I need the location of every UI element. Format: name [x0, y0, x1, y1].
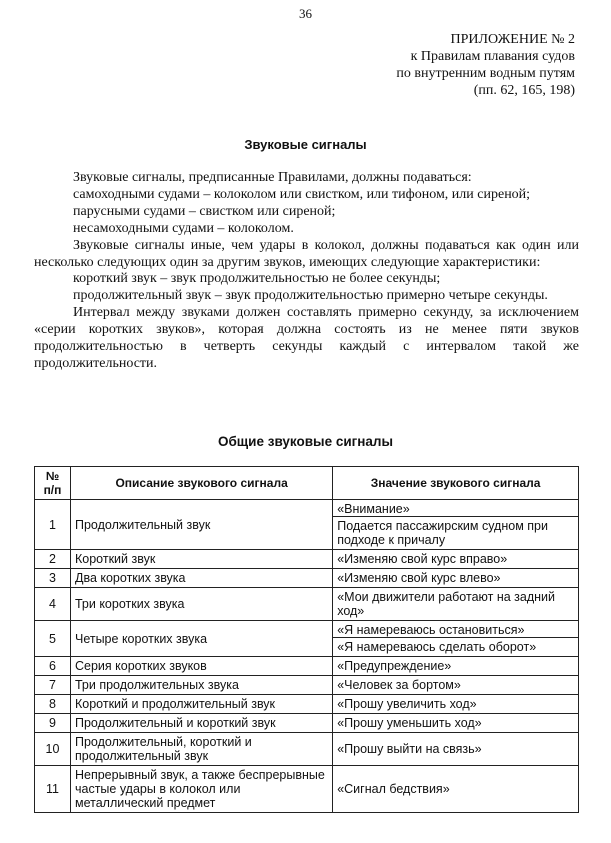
- signal-description: Короткий звук: [70, 550, 332, 569]
- paragraph: парусными судами – свистком или сиреной;: [73, 203, 336, 219]
- table-row: [35, 550, 579, 569]
- signal-meaning: «Прошу уменьшить ход»: [337, 716, 482, 730]
- signal-description: Три коротких звука: [70, 588, 332, 621]
- paragraph: продолжительный звук – звук продолжительностью примерно четыре секунды.: [73, 288, 548, 304]
- signal-meaning-cell: [333, 657, 579, 676]
- section-title: Звуковые сигналы: [244, 137, 367, 152]
- table-row: [35, 766, 579, 813]
- row-number: 1: [35, 500, 71, 550]
- paragraph: несамоходными судами – колоколом.: [73, 220, 294, 236]
- column-header-number: № п/п: [35, 467, 71, 500]
- signal-meaning-cell: [333, 676, 579, 695]
- signal-meaning: «Прошу выйти на связь»: [337, 742, 482, 756]
- table-row: [35, 695, 579, 714]
- paragraph: Звуковые сигналы, предписанные Правилами, должны подаваться:: [73, 170, 472, 185]
- signal-meaning-cell: [333, 695, 579, 714]
- table-row: [35, 588, 579, 621]
- signal-description: Три продолжительных звука: [70, 676, 332, 695]
- table-body: [35, 500, 579, 813]
- signal-meaning-cell: [333, 588, 579, 621]
- signal-meaning-cell: [333, 500, 579, 550]
- row-number: 11: [35, 766, 71, 813]
- paragraph: короткий звук – звук продолжительностью не более секунды;: [73, 271, 441, 287]
- paragraph: Интервал между звуками должен составлять примерно секунду, за исключением «серии коротких звуков», которая должна состоять из не менее пяти звуков продолжительностью в четверть секунды каждый с интервалом такой же продолжительности.: [34, 305, 579, 371]
- table-row: [35, 500, 579, 550]
- table-row: [35, 621, 579, 657]
- signal-meaning-cell: [333, 550, 579, 569]
- signal-meaning: «Сигнал бедствия»: [337, 782, 450, 796]
- signal-meaning-secondary: «Я намереваюсь сделать оборот»: [333, 637, 578, 654]
- signal-description: Серия коротких звуков: [70, 657, 332, 676]
- signal-meaning-cell: [333, 733, 579, 766]
- signal-description: Короткий и продолжительный звук: [70, 695, 332, 714]
- signal-description: Непрерывный звук, а также беспрерывные частые удары в колокол или металлический предмет: [70, 766, 332, 813]
- signal-meaning: «Я намереваюсь остановиться»: [337, 623, 525, 637]
- row-number: 9: [35, 714, 71, 733]
- table-row: [35, 714, 579, 733]
- signal-meaning: «Предупреждение»: [337, 659, 452, 673]
- signal-meaning: «Изменяю свой курс вправо»: [337, 552, 508, 566]
- paragraph: Звуковые сигналы иные, чем удары в колокол, должны подаваться как один или несколько следующих один за другим звуков, имеющих следующие характеристики:: [34, 237, 579, 270]
- table-row: [35, 733, 579, 766]
- appendix-title: ПРИЛОЖЕНИЕ № 2: [450, 32, 575, 47]
- table-row: [35, 569, 579, 588]
- appendix-header: [315, 31, 575, 99]
- appendix-line: (пп. 62, 165, 198): [473, 83, 575, 98]
- row-number: 5: [35, 621, 71, 657]
- signal-meaning-cell: [333, 714, 579, 733]
- appendix-line: по внутренним водным путям: [396, 66, 575, 81]
- table-title: Общие звуковые сигналы: [217, 434, 394, 449]
- column-header-meaning: Значение звукового сигнала: [333, 467, 579, 500]
- signal-meaning: «Внимание»: [337, 502, 410, 516]
- signal-meaning-cell: [333, 621, 579, 657]
- signals-table: [34, 466, 579, 813]
- table-row: [35, 657, 579, 676]
- table-row: [35, 676, 579, 695]
- row-number: 2: [35, 550, 71, 569]
- signal-meaning-cell: [333, 569, 579, 588]
- body-text: [34, 170, 579, 373]
- row-number: 3: [35, 569, 71, 588]
- appendix-line: к Правилам плавания судов: [410, 49, 575, 64]
- signal-meaning: «Мои движители работают на задний ход»: [337, 590, 555, 618]
- signal-description: Продолжительный и короткий звук: [70, 714, 332, 733]
- signal-meaning: «Изменяю свой курс влево»: [337, 571, 501, 585]
- signal-description: Продолжительный, короткий и продолжительный звук: [70, 733, 332, 766]
- paragraph: самоходными судами – колоколом или свистком, или тифоном, или сиреной;: [73, 186, 531, 202]
- signal-meaning: «Прошу увеличить ход»: [337, 697, 477, 711]
- row-number: 4: [35, 588, 71, 621]
- column-header-description: Описание звукового сигнала: [70, 467, 332, 500]
- signal-meaning-cell: [333, 766, 579, 813]
- table-header-row: [35, 467, 579, 500]
- page-number: 36: [299, 6, 312, 21]
- row-number: 7: [35, 676, 71, 695]
- signal-description: Продолжительный звук: [70, 500, 332, 550]
- signal-meaning-secondary: Подается пассажирским судном при подходе к причалу: [333, 516, 578, 547]
- signal-meaning: «Человек за бортом»: [337, 678, 461, 692]
- signal-description: Два коротких звука: [70, 569, 332, 588]
- row-number: 8: [35, 695, 71, 714]
- row-number: 10: [35, 733, 71, 766]
- row-number: 6: [35, 657, 71, 676]
- signal-description: Четыре коротких звука: [70, 621, 332, 657]
